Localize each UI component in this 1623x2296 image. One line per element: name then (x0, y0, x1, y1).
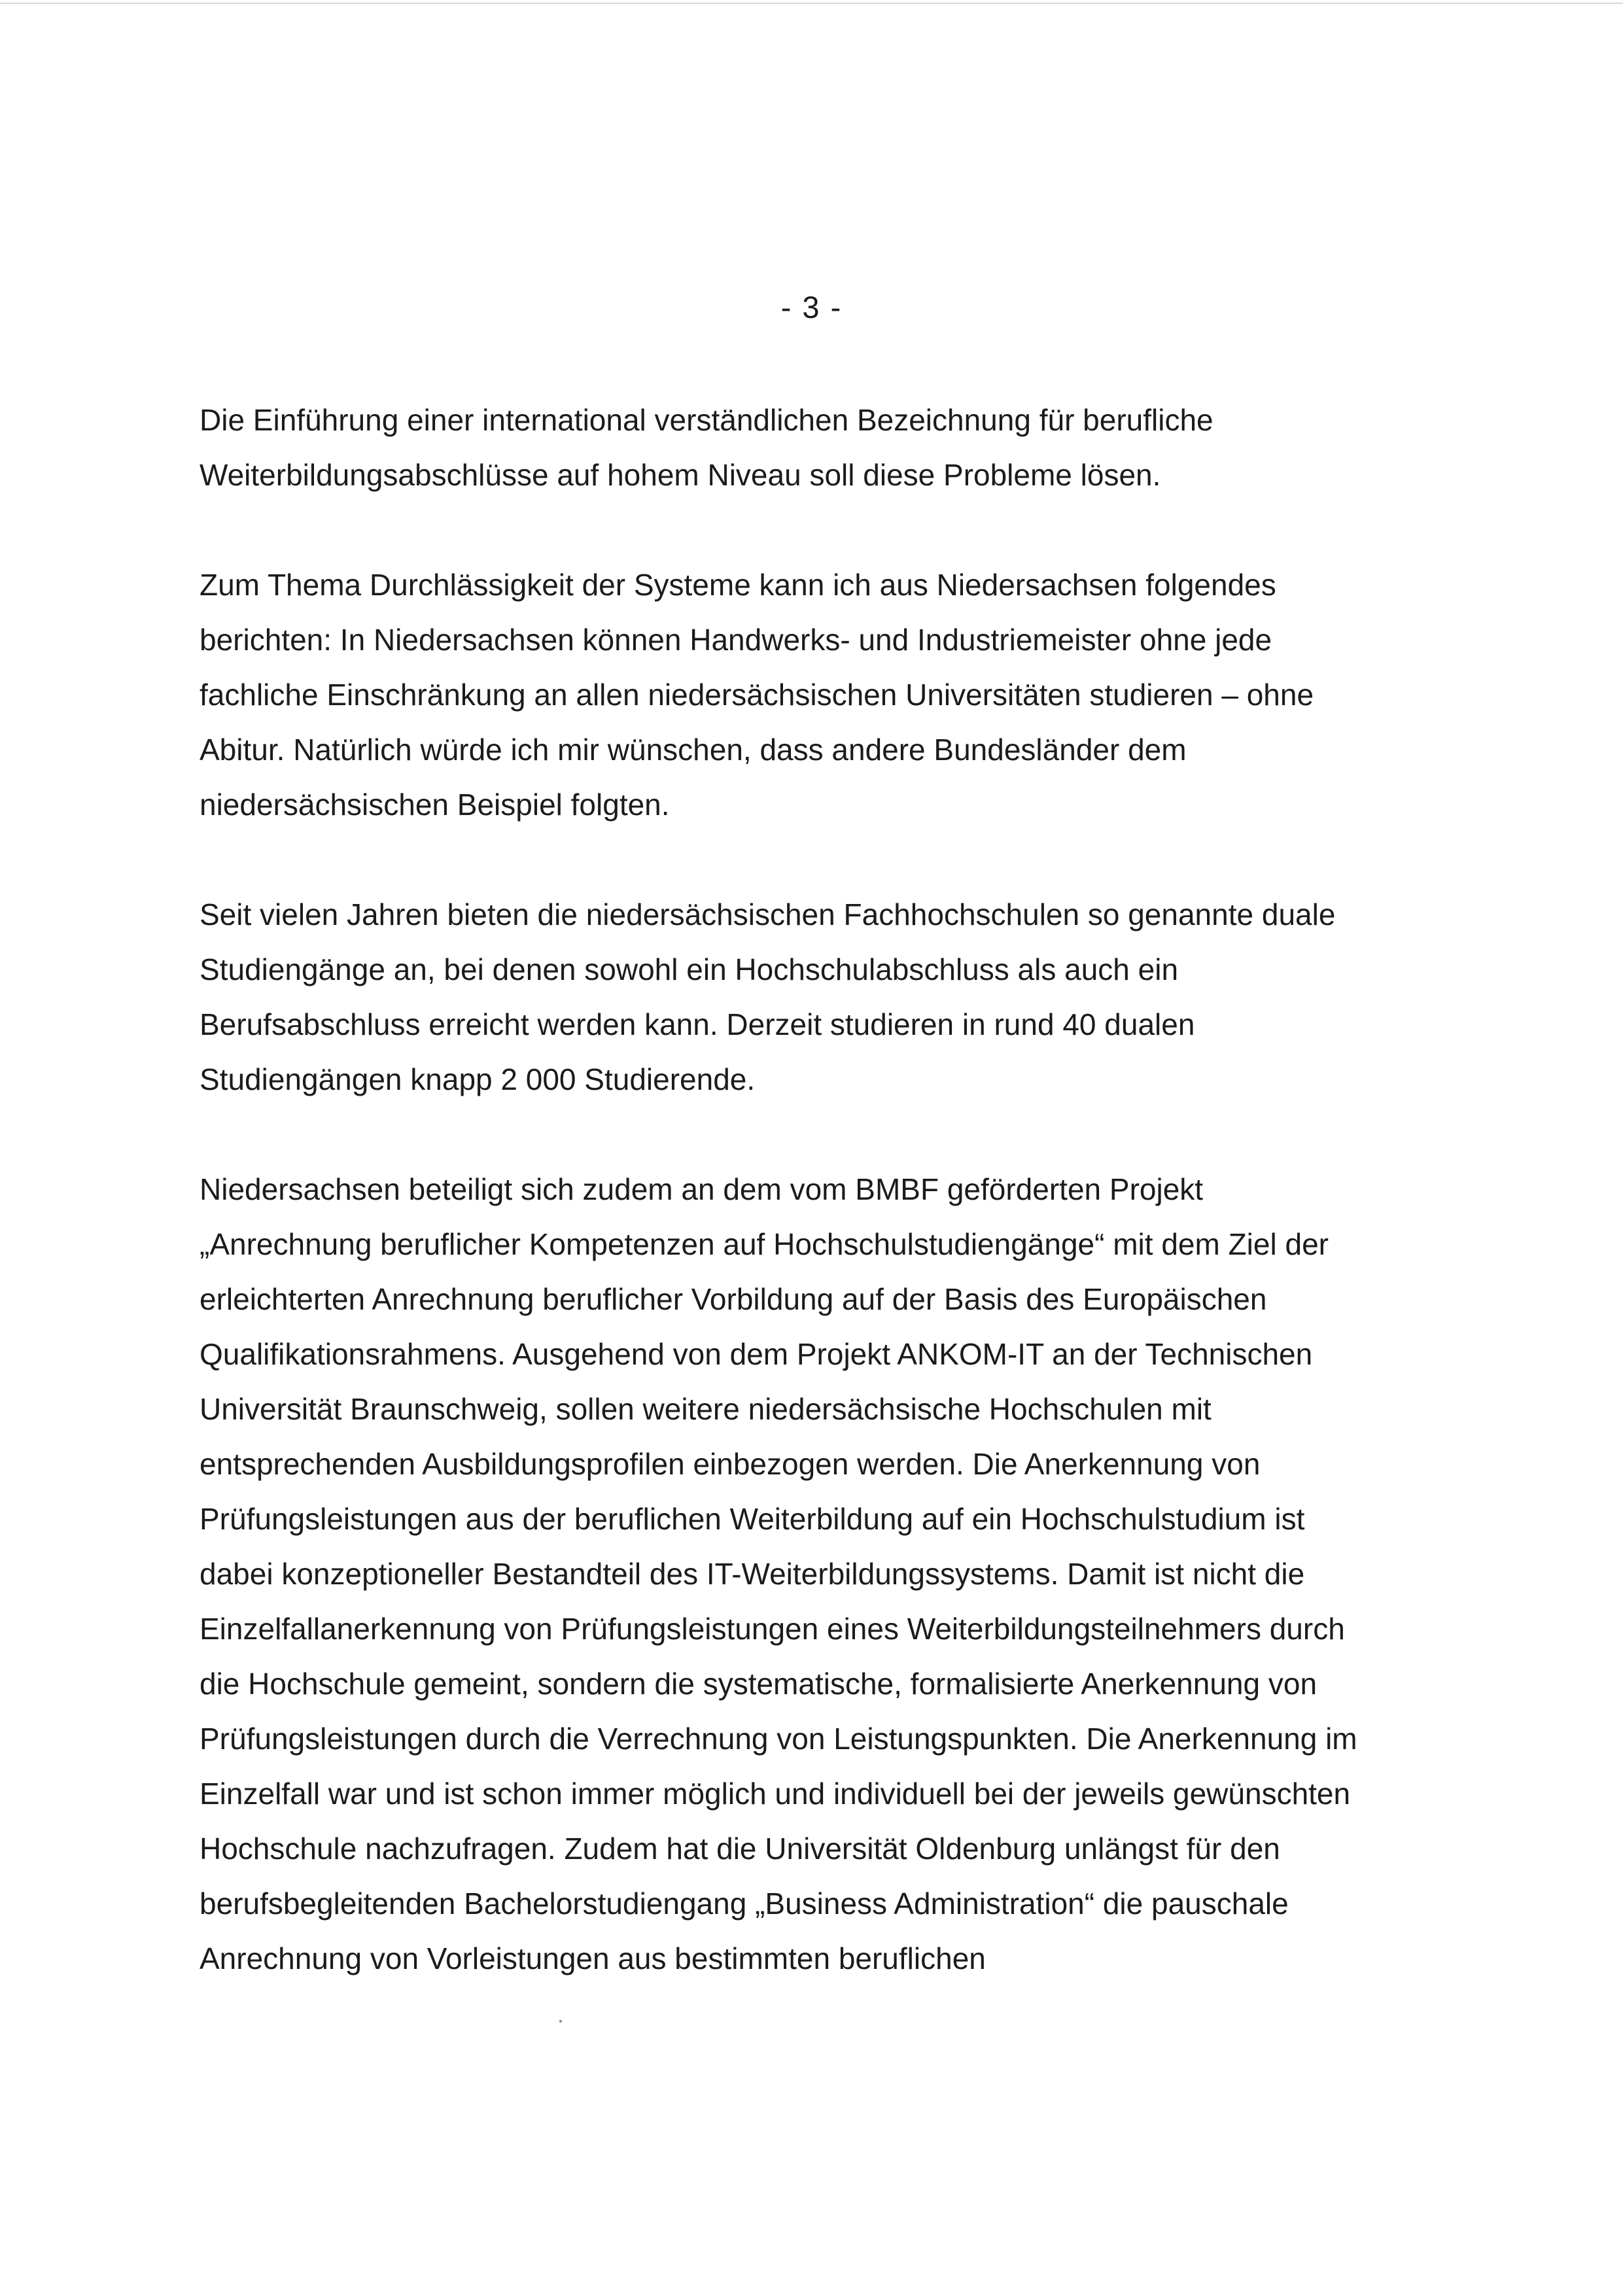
text-line: Berufsabschluss erreicht werden kann. Derzeit studieren in rund 40 dualen (200, 1007, 1195, 1041)
text-line: Abitur. Natürlich würde ich mir wünschen, dass andere Bundesländer dem (200, 733, 1187, 767)
text-line: Weiterbildungsabschlüsse auf hohem Niveau soll diese Probleme lösen. (200, 458, 1161, 492)
text-line: Studiengängen knapp 2 000 Studierende. (200, 1062, 756, 1096)
text-line: Niedersachsen beteiligt sich zudem an dem vom BMBF geförderten Projekt (200, 1172, 1204, 1206)
text-line: dabei konzeptioneller Bestandteil des IT-Weiterbildungssystems. Damit ist nicht die (200, 1557, 1305, 1591)
scan-speck (559, 2020, 562, 2023)
text-line: erleichterten Anrechnung beruflicher Vorbildung auf der Basis des Europäischen (200, 1282, 1267, 1316)
text-line: Die Einführung einer international verständlichen Bezeichnung für berufliche (200, 403, 1213, 437)
text-line: Zum Thema Durchlässigkeit der Systeme kann ich aus Niedersachsen folgendes (200, 568, 1276, 602)
paragraph (200, 557, 1442, 832)
text-line: fachliche Einschränkung an allen niedersächsischen Universitäten studieren – ohne (200, 678, 1314, 712)
text-line: berichten: In Niedersachsen können Handwerks- und Industriemeister ohne jede (200, 623, 1272, 657)
text-line: Studiengänge an, bei denen sowohl ein Hochschulabschluss als auch ein (200, 952, 1179, 986)
text-line: Universität Braunschweig, sollen weitere niedersächsische Hochschulen mit (200, 1392, 1212, 1426)
paragraph (200, 887, 1442, 1107)
document-body (200, 392, 1442, 2041)
text-line: entsprechenden Ausbildungsprofilen einbezogen werden. Die Anerkennung von (200, 1447, 1261, 1481)
text-line: Hochschule nachzufragen. Zudem hat die Universität Oldenburg unlängst für den (200, 1832, 1280, 1866)
text-line: Anrechnung von Vorleistungen aus bestimmten beruflichen (200, 1941, 986, 1975)
text-line: Prüfungsleistungen aus der beruflichen Weiterbildung auf ein Hochschulstudium ist (200, 1502, 1305, 1536)
text-line: Qualifikationsrahmens. Ausgehend von dem Projekt ANKOM-IT an der Technischen (200, 1337, 1313, 1371)
text-line: berufsbegleitenden Bachelorstudiengang „Business Administration“ die pauschale (200, 1887, 1289, 1921)
paragraph (200, 392, 1442, 502)
text-line: „Anrechnung beruflicher Kompetenzen auf Hochschulstudiengänge“ mit dem Ziel der (200, 1227, 1329, 1261)
text-line: die Hochschule gemeint, sondern die systematische, formalisierte Anerkennung von (200, 1667, 1318, 1701)
scan-top-edge (0, 3, 1623, 4)
page-number: - 3 - (780, 290, 843, 324)
paragraph (200, 1162, 1442, 1986)
text-line: Prüfungsleistungen durch die Verrechnung von Leistungspunkten. Die Anerkennung im (200, 1722, 1357, 1756)
text-line: Seit vielen Jahren bieten die niedersächsischen Fachhochschulen so genannte duale (200, 897, 1336, 931)
text-line: Einzelfallanerkennung von Prüfungsleistungen eines Weiterbildungsteilnehmers durch (200, 1612, 1345, 1646)
text-line: Einzelfall war und ist schon immer möglich und individuell bei der jeweils gewünschten (200, 1777, 1351, 1811)
text-line: niedersächsischen Beispiel folgten. (200, 788, 670, 822)
